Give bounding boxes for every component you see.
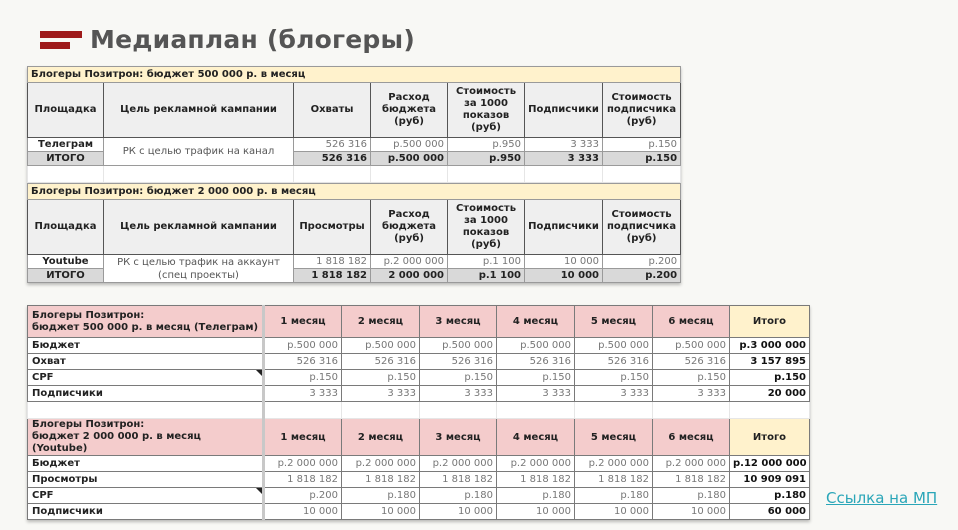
table-row (28, 138, 681, 152)
row-total-cell: 10 909 091 (730, 472, 810, 488)
table-header-row (28, 200, 681, 255)
month-value-cell: р.500 000 (420, 338, 497, 354)
table-row (28, 386, 810, 402)
month-header: 1 месяц (264, 306, 342, 338)
subscribers-total: 10 000 (525, 269, 603, 283)
table-row (28, 370, 810, 386)
budget-cell: р.500 000 (371, 138, 448, 152)
month-value-cell: 526 316 (653, 354, 730, 370)
table-caption: Блогеры Позитрон: бюджет 500 000 р. в месяц (28, 67, 681, 83)
month-value-cell: р.2 000 000 (264, 456, 342, 472)
month-value-cell: 1 818 182 (575, 472, 653, 488)
row-label: Подписчики (28, 504, 264, 520)
subscribers-cell: 3 333 (525, 138, 603, 152)
month-header: 1 месяц (264, 419, 342, 456)
column-header: Площадка (28, 200, 104, 255)
row-label: Бюджет (28, 338, 264, 354)
table-row (28, 354, 810, 370)
cost-per-sub-cell: р.150 (603, 138, 681, 152)
table-row (28, 255, 681, 269)
row-total-cell: р.180 (730, 488, 810, 504)
month-header: 6 месяц (653, 306, 730, 338)
cost-per-sub-total: р.150 (603, 152, 681, 166)
subscribers-cell: 10 000 (525, 255, 603, 269)
row-total-cell: 60 000 (730, 504, 810, 520)
month-header: 6 месяц (653, 419, 730, 456)
month-value-cell: 526 316 (575, 354, 653, 370)
month-value-cell: р.500 000 (575, 338, 653, 354)
section-title: Блогеры Позитрон: бюджет 2 000 000 р. в месяц (Youtube) (28, 419, 264, 456)
month-value-cell: р.150 (575, 370, 653, 386)
total-header: Итого (730, 419, 810, 456)
month-value-cell: 1 818 182 (342, 472, 420, 488)
table-row (28, 338, 810, 354)
month-value-cell: 3 333 (342, 386, 420, 402)
month-value-cell: р.500 000 (653, 338, 730, 354)
empty-row (28, 166, 681, 183)
cpm-cell: р.1 100 (448, 255, 525, 269)
column-header: Стоимость за 1000 показов (руб) (448, 200, 525, 255)
month-value-cell: 526 316 (497, 354, 575, 370)
cost-per-sub-cell: р.200 (603, 255, 681, 269)
empty-row (28, 402, 810, 419)
month-value-cell: р.500 000 (264, 338, 342, 354)
month-value-cell: 10 000 (575, 504, 653, 520)
month-value-cell: 10 000 (420, 504, 497, 520)
budget-total: р.500 000 (371, 152, 448, 166)
budget-total: 2 000 000 (371, 269, 448, 283)
column-header: Просмотры (294, 200, 371, 255)
row-label: CPF (28, 370, 264, 386)
month-value-cell: р.150 (653, 370, 730, 386)
row-label: Бюджет (28, 456, 264, 472)
column-header: Расход бюджета (руб) (371, 200, 448, 255)
month-value-cell: 1 818 182 (264, 472, 342, 488)
month-header: 2 месяц (342, 419, 420, 456)
month-value-cell: 526 316 (342, 354, 420, 370)
month-value-cell: р.150 (420, 370, 497, 386)
views-total: 1 818 182 (294, 269, 371, 283)
column-header: Охваты (294, 83, 371, 138)
cpm-cell: р.950 (448, 138, 525, 152)
month-value-cell: 3 333 (420, 386, 497, 402)
month-value-cell: 3 333 (264, 386, 342, 402)
month-value-cell: 3 333 (575, 386, 653, 402)
reach-cell: 526 316 (294, 138, 371, 152)
month-value-cell: р.150 (497, 370, 575, 386)
row-total-cell: 20 000 (730, 386, 810, 402)
page-title: Медиаплан (блогеры) (90, 24, 415, 54)
month-value-cell: 1 818 182 (420, 472, 497, 488)
column-header: Цель рекламной кампании (104, 83, 294, 138)
page-header (40, 22, 415, 56)
total-header: Итого (730, 306, 810, 338)
month-value-cell: 3 333 (653, 386, 730, 402)
month-value-cell: р.180 (420, 488, 497, 504)
month-value-cell: 10 000 (653, 504, 730, 520)
month-value-cell: р.150 (342, 370, 420, 386)
column-header: Цель рекламной кампании (104, 200, 294, 255)
title-bars-icon (40, 28, 82, 50)
month-value-cell: 10 000 (497, 504, 575, 520)
total-label: ИТОГО (28, 269, 104, 283)
subscribers-total: 3 333 (525, 152, 603, 166)
month-value-cell: р.500 000 (497, 338, 575, 354)
month-header: 3 месяц (420, 419, 497, 456)
section-title: Блогеры Позитрон: бюджет 500 000 р. в месяц (Телеграм) (28, 306, 264, 338)
cost-per-sub-total: р.200 (603, 269, 681, 283)
month-header: 4 месяц (497, 419, 575, 456)
platform-cell: Телеграм (28, 138, 104, 152)
month-value-cell: р.500 000 (342, 338, 420, 354)
platform-cell: Youtube (28, 255, 104, 269)
month-header: 4 месяц (497, 306, 575, 338)
month-value-cell: р.200 (264, 488, 342, 504)
row-label: CPF (28, 488, 264, 504)
month-header: 5 месяц (575, 306, 653, 338)
cpm-total: р.950 (448, 152, 525, 166)
table-row (28, 488, 810, 504)
reach-total: 526 316 (294, 152, 371, 166)
column-header: Подписчики (525, 200, 603, 255)
month-value-cell: р.180 (653, 488, 730, 504)
youtube-summary-table (27, 183, 681, 283)
row-total-cell: 3 157 895 (730, 354, 810, 370)
views-cell: 1 818 182 (294, 255, 371, 269)
cpm-total: р.1 100 (448, 269, 525, 283)
month-header: 3 месяц (420, 306, 497, 338)
month-value-cell: р.180 (497, 488, 575, 504)
column-header: Подписчики (525, 83, 603, 138)
month-value-cell: р.180 (342, 488, 420, 504)
month-value-cell: р.2 000 000 (420, 456, 497, 472)
row-label: Просмотры (28, 472, 264, 488)
row-total-cell: р.12 000 000 (730, 456, 810, 472)
row-label: Подписчики (28, 386, 264, 402)
month-header: 5 месяц (575, 419, 653, 456)
month-value-cell: 3 333 (497, 386, 575, 402)
table-caption: Блогеры Позитрон: бюджет 2 000 000 р. в месяц (28, 184, 681, 200)
column-header: Стоимость подписчика (руб) (603, 83, 681, 138)
column-header: Расход бюджета (руб) (371, 83, 448, 138)
month-value-cell: р.2 000 000 (653, 456, 730, 472)
comment-indicator-icon[interactable] (256, 488, 262, 494)
column-header: Стоимость подписчика (руб) (603, 200, 681, 255)
month-header: 2 месяц (342, 306, 420, 338)
month-value-cell: р.2 000 000 (497, 456, 575, 472)
column-header: Площадка (28, 83, 104, 138)
column-header: Стоимость за 1000 показов (руб) (448, 83, 525, 138)
month-value-cell: р.2 000 000 (342, 456, 420, 472)
month-value-cell: 526 316 (420, 354, 497, 370)
table-header-row (28, 83, 681, 138)
goal-cell: РК с целью трафик на канал (104, 138, 294, 166)
month-value-cell: 10 000 (342, 504, 420, 520)
monthly-plan-table (27, 305, 810, 520)
youtube-header-row (28, 419, 810, 456)
month-value-cell: р.180 (575, 488, 653, 504)
row-total-cell: р.3 000 000 (730, 338, 810, 354)
month-value-cell: 10 000 (264, 504, 342, 520)
budget-cell: р.2 000 000 (371, 255, 448, 269)
table-row (28, 456, 810, 472)
row-label: Охват (28, 354, 264, 370)
comment-indicator-icon[interactable] (256, 370, 262, 376)
table-row (28, 504, 810, 520)
month-value-cell: р.2 000 000 (575, 456, 653, 472)
row-total-cell: р.150 (730, 370, 810, 386)
goal-cell: РК с целью трафик на аккаунт (спец проекты) (104, 255, 294, 283)
table-row (28, 472, 810, 488)
media-plan-link[interactable]: Ссылка на МП (826, 489, 938, 507)
month-value-cell: 1 818 182 (497, 472, 575, 488)
total-label: ИТОГО (28, 152, 104, 166)
month-value-cell: р.150 (264, 370, 342, 386)
month-value-cell: 526 316 (264, 354, 342, 370)
telegram-summary-table (27, 66, 681, 183)
telegram-header-row (28, 306, 810, 338)
month-value-cell: 1 818 182 (653, 472, 730, 488)
